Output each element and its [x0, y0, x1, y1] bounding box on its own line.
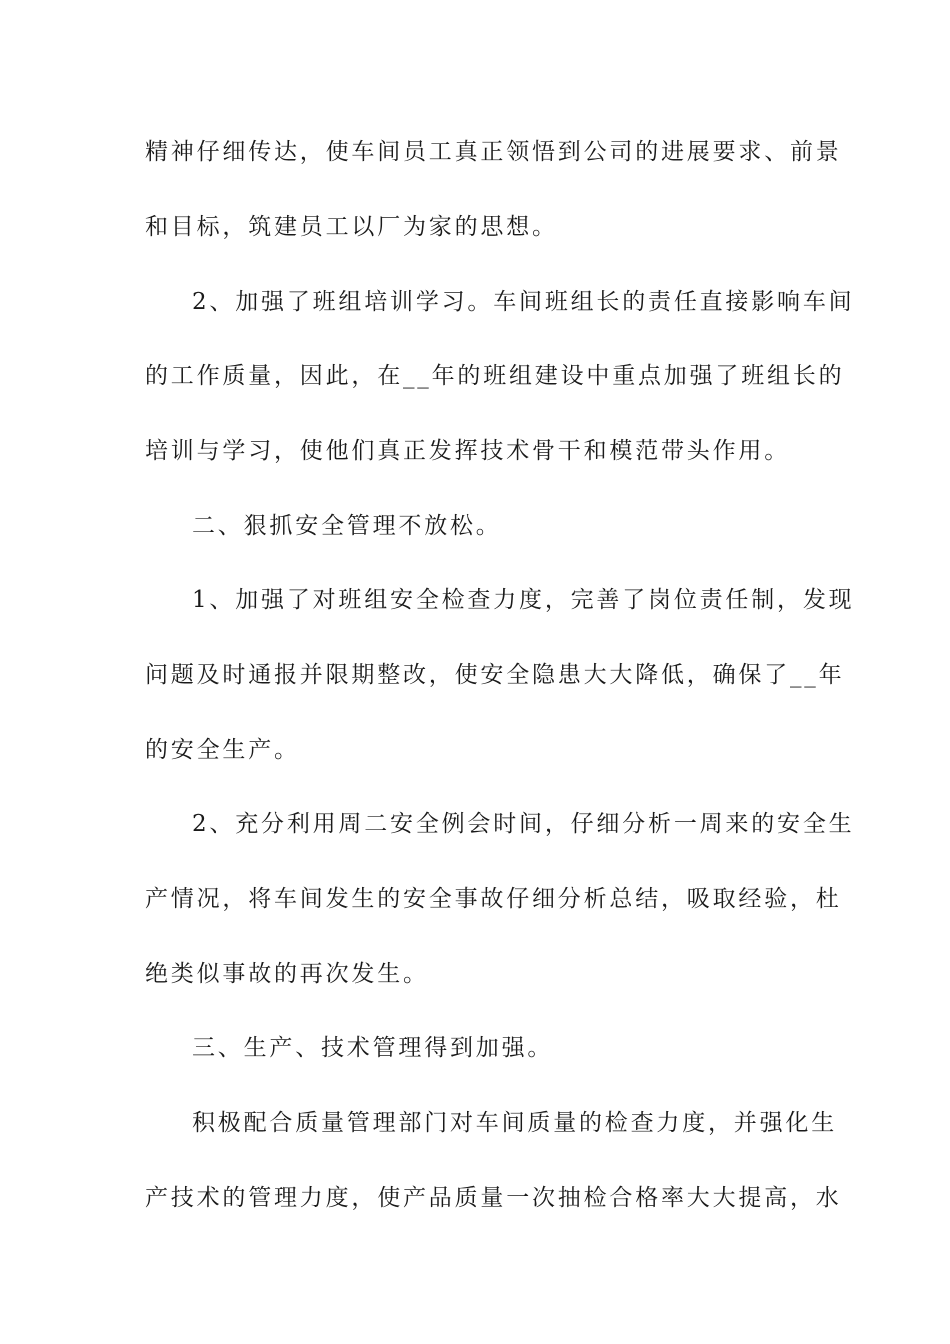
text-line: 和目标，筑建员工以厂为家的思想。 [145, 214, 558, 240]
text-line: 问题及时通报并限期整改，使安全隐患大大降低，确保了__年 [145, 662, 845, 688]
text-line: 培训与学习，使他们真正发挥技术骨干和模范带头作用。 [145, 438, 790, 464]
text-line: 绝类似事故的再次发生。 [145, 961, 429, 987]
paragraph-start-line: 2、充分利用周二安全例会时间，仔细分析一周来的安全生 [192, 811, 855, 837]
section-heading: 二、狠抓安全管理不放松。 [192, 513, 502, 539]
text-line: 产技术的管理力度，使产品质量一次抽检合格率大大提高，水 [145, 1185, 842, 1211]
paragraph-start-line: 2、加强了班组培训学习。车间班组长的责任直接影响车间 [192, 289, 855, 315]
text-line: 的安全生产。 [145, 737, 300, 763]
section-heading: 三、生产、技术管理得到加强。 [192, 1035, 554, 1061]
text-line: 精神仔细传达，使车间员工真正领悟到公司的进展要求、前景 [145, 139, 842, 165]
text-line: 产情况，将车间发生的安全事故仔细分析总结，吸取经验，杜 [145, 886, 842, 912]
text-line: 的工作质量，因此，在__年的班组建设中重点加强了班组长的 [145, 363, 845, 389]
paragraph-start-line: 积极配合质量管理部门对车间质量的检查力度，并强化生 [192, 1110, 837, 1136]
paragraph-start-line: 1、加强了对班组安全检查力度，完善了岗位责任制，发现 [192, 587, 855, 613]
